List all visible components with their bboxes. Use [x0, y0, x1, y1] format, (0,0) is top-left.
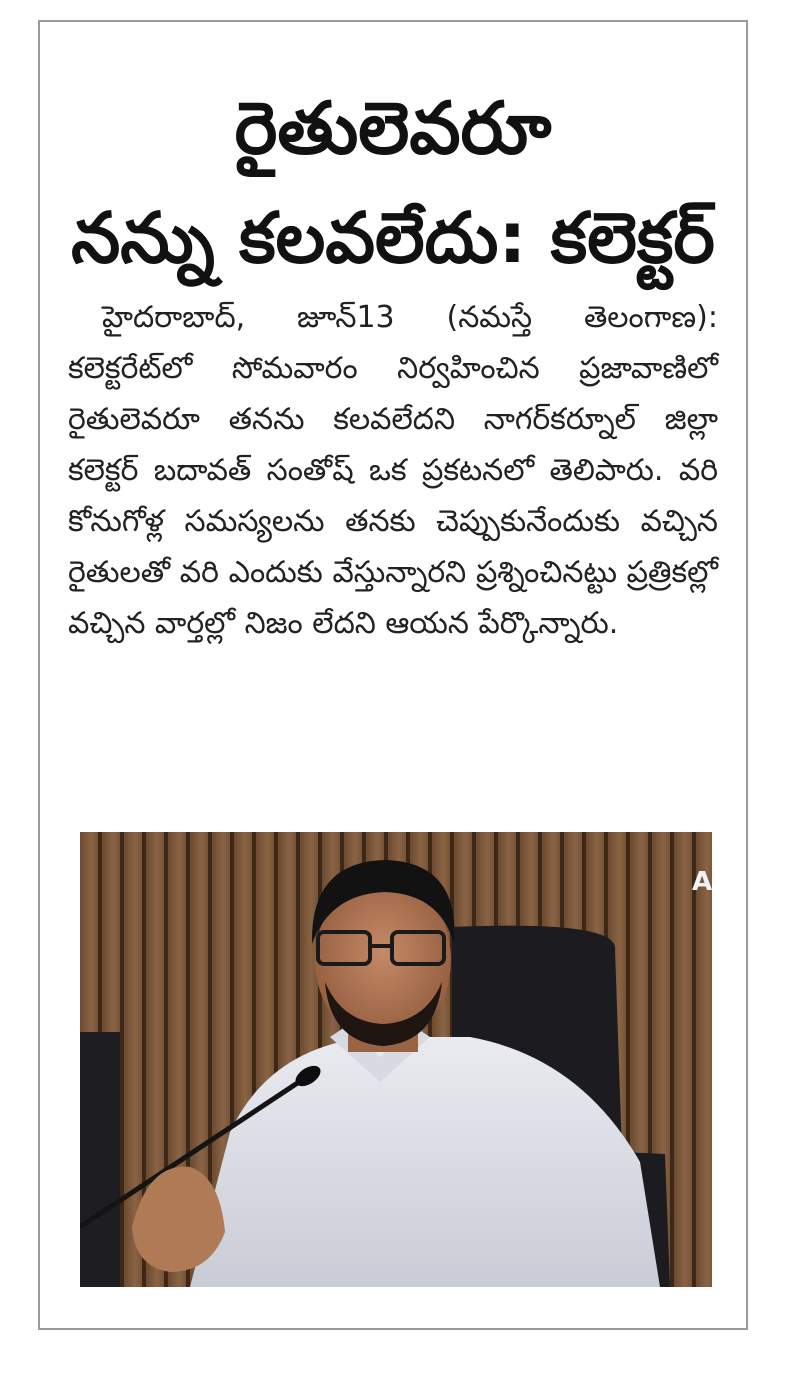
left-chair	[80, 1032, 120, 1287]
article-body: హైదరాబాద్, జూన్13 (నమస్తే తెలంగాణ): కలెక్టరేట్‌లో సోమవారం నిర్వహించిన ప్రజావాణిలో రైతులెవరూ తనను కలవలేదని నాగర్‌కర్నూల్ జిల్లా కలెక్టర్ బదావత్ సంతోష్ ఒక ప్రకటనలో తెలిపారు. వరి కోనుగోళ్ల సమస్యలను తనకు చెప్పుకునేందుకు వచ్చిన రైతులతో వరి ఎందుకు వేస్తున్నారని ప్రశ్నించినట్టు ప్రత్రికల్లో వచ్చిన వార్తల్లో నిజం లేదని ఆయన పేర్కొన్నారు.	[68, 300, 718, 641]
headline-line-2: నన్ను కలవలేదు: కలెక్టర్	[71, 197, 715, 279]
article-photo	[80, 832, 712, 1287]
news-clipping	[38, 20, 748, 1330]
photo-watermark: A	[692, 867, 712, 897]
headline-line-1: రైతులెవరూ	[234, 86, 552, 170]
photo-illustration	[80, 832, 712, 1287]
